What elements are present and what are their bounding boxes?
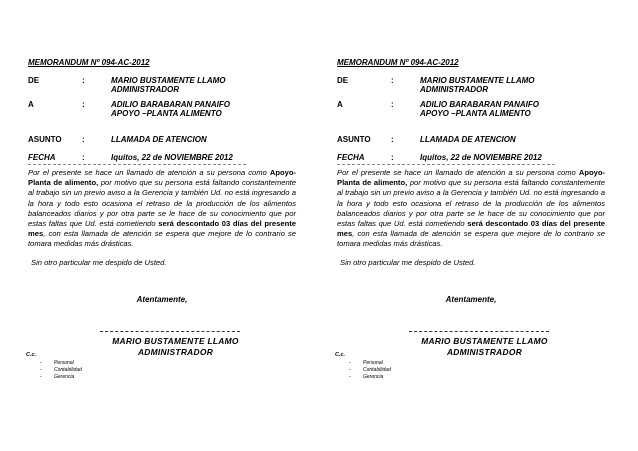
closing-line: Sin otro particular me despido de Usted. (31, 258, 167, 267)
body-text: , con esta llamada de atención se espera que mejore de lo contrario se tomara medidas más drásticas. (337, 229, 605, 249)
cc-list (40, 360, 82, 381)
cc-item-label: Personal (363, 360, 383, 366)
from-colon: : (391, 76, 394, 85)
cc-item: - Gerencia (40, 374, 75, 380)
from-name: MARIO BUSTAMENTE LLAMO (420, 76, 535, 85)
signature-name: MARIO BUSTAMENTE LLAMO (112, 336, 239, 346)
from-name: MARIO BUSTAMENTE LLAMO (111, 76, 226, 85)
signature-line (409, 331, 549, 332)
to-name: ADILIO BARABARAN PANAIFO (420, 100, 539, 109)
regards: Atentamente, (445, 295, 497, 304)
to-position: APOYO –PLANTA ALIMENTO (420, 109, 531, 118)
subject-value: LLAMADA DE ATENCION (111, 135, 207, 144)
cc-item: - Contabilidad (349, 367, 391, 373)
subject-value: LLAMADA DE ATENCION (420, 135, 516, 144)
memo-right (337, 0, 627, 451)
cc-item-label: Contabilidad (363, 367, 391, 373)
cc-item: - Personal (349, 360, 383, 366)
body-text: , con esta llamada de atención se espera que mejore de lo contrario se tomara medidas más drásticas. (28, 229, 296, 249)
cc-item: - Gerencia (349, 374, 384, 380)
to-value (420, 100, 539, 118)
date-colon: : (391, 153, 394, 162)
body-bold-penalty: será descontado 03 días del presente mes (337, 219, 605, 239)
from-position: ADMINISTRADOR (111, 85, 179, 94)
separator-line (28, 164, 246, 165)
body-bold-penalty: será descontado 03 días del presente mes (28, 219, 296, 239)
date-colon: : (82, 153, 85, 162)
signature-block (28, 336, 323, 358)
cc-item-label: Gerencia (363, 374, 384, 380)
from-label: DE (28, 76, 40, 85)
to-label: A (28, 100, 34, 109)
signature-title: ADMINISTRADOR (137, 347, 214, 357)
body-text: por motivo que su persona está faltando constantemente al trabajo sin un previo aviso a la Gerencia y también Ud. no está ingresando a la hora y todo esto ocasiona el retraso de la producción de los alimentos balanceados diarios y por otra parte se le hace de su conocimiento que por estas faltas que Ud. está cometiendo (28, 178, 296, 229)
body-text: por motivo que su persona está faltando constantemente al trabajo sin un previo aviso a la Gerencia y también Ud. no está ingresando a la hora y todo esto ocasiona el retraso de la producción de los alimentos balanceados diarios y por otra parte se le hace de su conocimiento que por estas faltas que Ud. está cometiendo (337, 178, 605, 229)
subject-colon: : (82, 135, 85, 144)
cc-item-label: Gerencia (54, 374, 75, 380)
memo-title: MEMORANDUM Nº 094-AC-2012 (337, 58, 459, 67)
cc-label: C.c. (335, 352, 346, 358)
body-bold-role: Apoyo-Planta de alimento, (28, 168, 296, 188)
date-value: Iquitos, 22 de NOVIEMBRE 2012 (111, 153, 233, 162)
to-value (111, 100, 230, 118)
memo-title: MEMORANDUM Nº 094-AC-2012 (28, 58, 150, 67)
subject-label: ASUNTO (337, 135, 371, 144)
body-text: Por el presente se hace un llamado de atención a su persona como (28, 168, 270, 177)
from-position: ADMINISTRADOR (420, 85, 488, 94)
body-bold-role: Apoyo-Planta de alimento, (337, 168, 605, 188)
to-name: ADILIO BARABARAN PANAIFO (111, 100, 230, 109)
body-text: Por el presente se hace un llamado de atención a su persona como (337, 168, 579, 177)
to-position: APOYO –PLANTA ALIMENTO (111, 109, 222, 118)
cc-item-label: Contabilidad (54, 367, 82, 373)
cc-item: - Personal (40, 360, 74, 366)
signature-block (337, 336, 632, 358)
from-label: DE (337, 76, 349, 85)
signature-line (100, 331, 240, 332)
cc-list (349, 360, 391, 381)
date-value: Iquitos, 22 de NOVIEMBRE 2012 (420, 153, 542, 162)
closing-line: Sin otro particular me despido de Usted. (340, 258, 476, 267)
cc-label: C.c. (26, 352, 37, 358)
date-label: FECHA (337, 153, 365, 162)
subject-label: ASUNTO (28, 135, 62, 144)
separator-line (337, 164, 555, 165)
memo-left (28, 0, 318, 451)
from-colon: : (82, 76, 85, 85)
from-value (420, 76, 535, 94)
cc-item: - Contabilidad (40, 367, 82, 373)
cc-item-label: Personal (54, 360, 74, 366)
subject-colon: : (391, 135, 394, 144)
from-value (111, 76, 226, 94)
signature-title: ADMINISTRADOR (446, 347, 523, 357)
to-colon: : (391, 100, 394, 109)
to-label: A (337, 100, 343, 109)
memo-body (28, 168, 296, 250)
date-label: FECHA (28, 153, 56, 162)
signature-name: MARIO BUSTAMENTE LLAMO (421, 336, 548, 346)
to-colon: : (82, 100, 85, 109)
memo-body (337, 168, 605, 250)
regards: Atentamente, (136, 295, 188, 304)
